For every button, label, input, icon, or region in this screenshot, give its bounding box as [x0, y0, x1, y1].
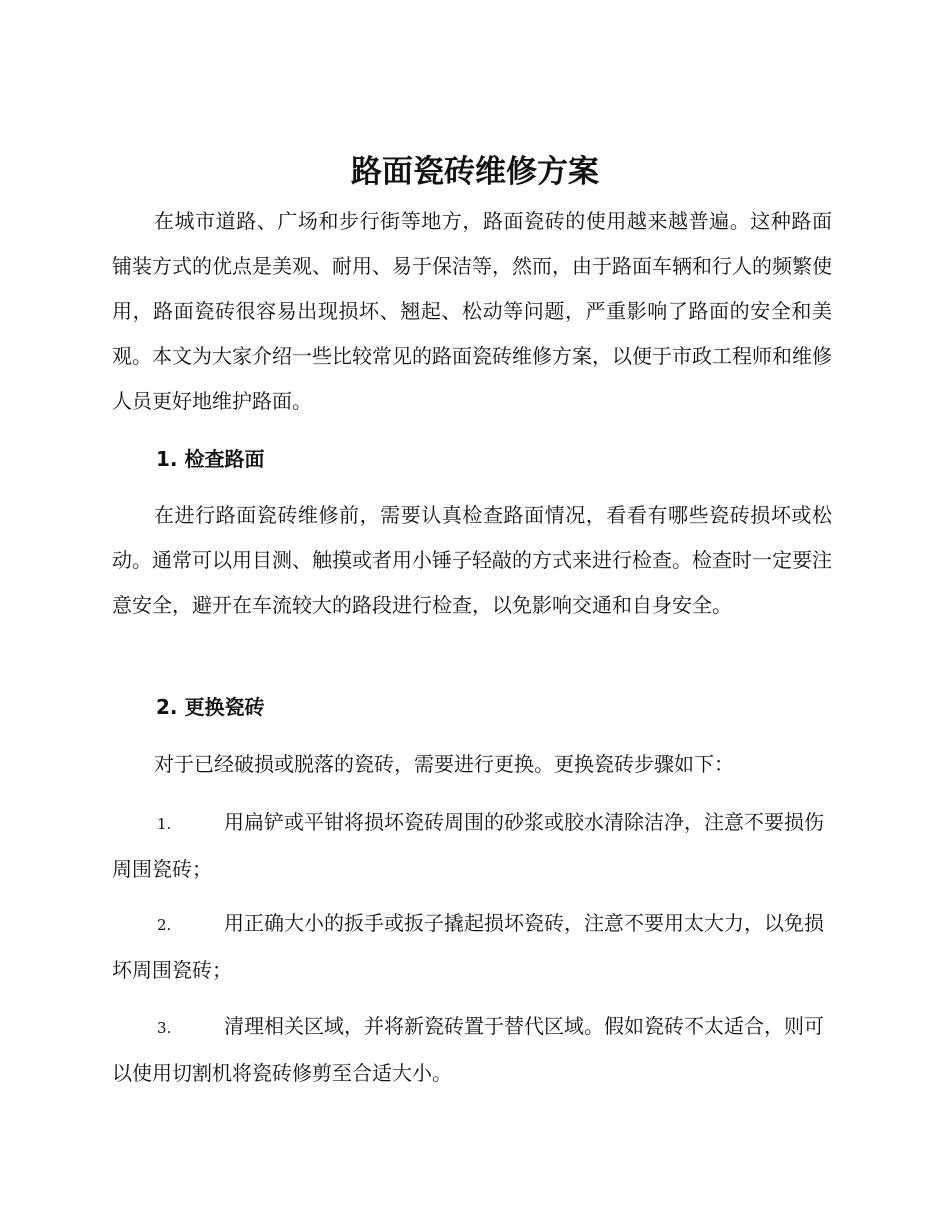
list-item-number: 1.: [157, 815, 172, 833]
list-item: [112, 1004, 832, 1096]
list-item-text: 用扁铲或平钳将损坏瓷砖周围的砂浆或胶水清除洁净，注意不要损伤周围瓷砖；: [112, 810, 824, 881]
section-heading-replace: 2. 更换瓷砖: [156, 695, 265, 719]
list-item-number: 2.: [157, 916, 172, 934]
list-item-text: 清理相关区域，并将新瓷砖置于替代区域。假如瓷砖不太适合，则可以使用切割机将瓷砖修剪至合适大小。: [112, 1014, 824, 1085]
intro-paragraph: 在城市道路、广场和步行街等地方，路面瓷砖的使用越来越普遍。这种路面铺装方式的优点是美观、耐用、易于保洁等，然而，由于路面车辆和行人的频繁使用，路面瓷砖很容易出现损坏、翘起、松动等问题，严重影响了路面的安全和美观。本文为大家介绍一些比较常见的路面瓷砖维修方案，以便于市政工程师和维修人员更好地维护路面。: [112, 209, 832, 413]
section-heading-inspect: 1. 检查路面: [156, 447, 265, 471]
section-body-replace: 对于已经破损或脱落的瓷砖，需要进行更换。更换瓷砖步骤如下：: [154, 752, 734, 776]
list-item: [112, 800, 832, 892]
list-item-number: 3.: [157, 1019, 172, 1037]
section-body-inspect: 在进行路面瓷砖维修前，需要认真检查路面情况，看看有哪些瓷砖损坏或松动。通常可以用目测、触摸或者用小锤子轻敲的方式来进行检查。检查时一定要注意安全，避开在车流较大的路段进行检查，以免影响交通和自身安全。: [112, 503, 832, 617]
list-item-text: 用正确大小的扳手或扳子撬起损坏瓷砖，注意不要用太大力，以免损坏周围瓷砖；: [112, 911, 824, 982]
list-item: [112, 901, 832, 993]
document-title: 路面瓷砖维修方案: [351, 154, 599, 190]
